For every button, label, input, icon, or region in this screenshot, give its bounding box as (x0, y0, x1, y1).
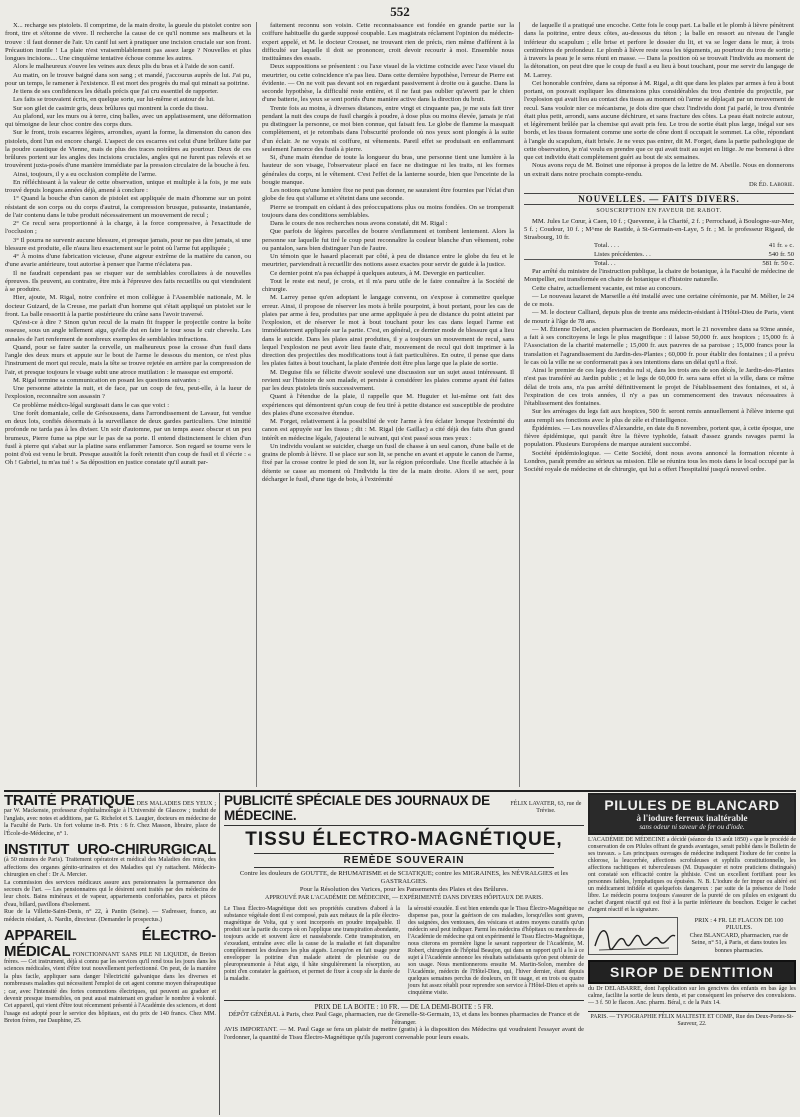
tissu-depot: DÉPÔT GÉNÉRAL à Paris, chez Paul Gage, pharmacien, rue de Grenelle-St-Germain, 13, et dans les bonnes pharmacies de France et de l'étranger. (228, 1011, 580, 1026)
paragraph: Les notions qu'une lumière fixe ne peut pas donner, ne sauraient être fournies par l'éclat d'un globe de feu qui s'allume et s'éteint dans une seconde. (262, 187, 514, 203)
paragraph: Au matin, on le trouve baigné dans son sang ; et mandé, j'accourus auprès de lui. J'ai pu, pour un temps, le ramener à l'existence. Il est mort des progrès du mal qui minait sa poitrine. (5, 71, 251, 87)
paragraph: M. Rigal termine sa communication en posant les questions suivantes : (13, 376, 200, 384)
ad-institut-text-2: La commission des services médicaux assure aux pensionnaires la permanence des secours de l'art. — Les pensionnaires qui le désirent sont traités par des médecins de leur choix. Bains minéraux et de vapeur, appartements confortables, parcs et pièces d'eau, billard, pavillons d'isolement. (4, 879, 216, 908)
paragraph: Une forêt domaniale, celle de Grésoussens, dans l'arrondissement de Lavaur, fut vendue en deux lots, confiés désormais à la surveillance de deux gardes particuliers. Une inimitié profonde ne tarda pas à les diviser. Un soir d'automne, par un temps assez obscur et un peu brumeux, Pierre fume sa pipe sur le pas de sa porte. Il entend distinctement le chien d'un fusil à pierre qui s'abat sur la platine sans enflammer l'amorce. Son regard se tourne vers le point d'où est venu le bruit. Presque aussitôt la forêt retentit d'un coup de fusil et il s'écrie : « Oh ! Gabriel, tu m'as tué ! » Sa déposition en justice constate qu'il aurait par- (5, 409, 251, 467)
column-1 (5, 22, 251, 792)
section-heading: NOUVELLES. — FAITS DIVERS. (524, 193, 794, 205)
paragraph: Nous avons reçu de M. Boinet une réponse à propos de la lettre de M. Abeille. Nous en donnerons un extrait dans notre prochain compte-rendu. (524, 162, 794, 178)
ad-appareil-text: FONCTIONNANT SANS PILE NI LIQUIDE, de Breton frères. — Cet instrument, déjà si connu par les services qu'il rend tous les jours dans les sciences médicales, vient d'être tout nouvellement perfectionné. On peut, de la manière la plus facile, appliquer sans danger l'électricité galvanique dans les diverses et nombreuses maladies qui nécessitent l'emploi de cet agent comme moyen thérapeutique ; car, avec l'intensité des fortes commotions électriques, qui peuvent au graduer et devenir presque insensibles, on peut aussi maintenant en graduer le nombre à volonté. Cet appareil, qui vient d'être tout récemment présenté à l'Académie des sciences, et dont l'usage est adopté pour le service des hôpitaux, est du prix de 140 francs. Chez MM. Breton frères, rue Dauphine, 25. (4, 951, 216, 1025)
publicite-address: FÉLIX LAVATER, 63, rue de Trévise. (510, 801, 582, 814)
paragraph: Pierre se trompait en cédant à des préoccupations plus ou moins fondées. On se tromperait toujours dans des conditions semblables. (262, 203, 514, 219)
paragraph: 2° Ce recul sera proportionné à la charge, à la force compressive, à l'exactitude de l'occlusion ; (5, 220, 251, 236)
paragraph: faitement reconnu son voisin. Cette reconnaissance est fondée en grande partie sur la coiffure habituelle du garde supposé coupable. Les magistrats réclament l'opinion du médecin-expert appelé, et M. le docteur Crouset, ne trouvant rien de précis, rien même d'afférent à la difficulté sur laquelle il doit se prononcer, croit devoir recourir à moi. Ensemble nous instituâmes des essais. (262, 22, 514, 62)
ad-appareil-heading: APPAREIL ÉLECTRO-MÉDICAL (4, 927, 216, 960)
paragraph: Si, d'une main étendue de toute la longueur du bras, une personne tient une lumière à la hauteur de son visage, l'observateur placé en face ne distingue ni les traits, ni les formes générales du corps, ni le vêtement. C'est l'effet de la lanterne sourde, bien que l'enceinte de la bougie manque. (262, 154, 514, 186)
ad-traite-heading: TRAITÉ PRATIQUE (4, 793, 135, 809)
paragraph: Cet honorable confrère, dans sa réponse à M. Rigal, a dit que dans les plaies par armes à feu à bout portant, on pouvait expliquer les dimensions plus considérables du trou d'entrée du projectile, par l'explosion qui avait lieu au contact des tissus au moment où l'arme se déplaçait par un mouvement de recul. Sans vouloir nier ce mécanisme, je dois dire que chez l'individu dont j'ai parlé, le trou d'entrée était plus petit, arrondi, sans aucune déchirure, et sans fracture des côtes. La peau était noircie autour, et légèrement brûlée par la chemise qui avait pris feu. Le trou de sortie était plus large, inégal sur ses bords, et les tissus formaient comme une sorte de cône dont il occupait le sommet. La côte, répondant à l'angle du scapulum, était brisée. Je ne veux pas entrer, dit M. Forget, dans la partie pathologique de cette observation, je n'ai voulu en prendre que ce qui avait trait au sujet en litige. Je me bornerai à dire que cet individu était complètement guéri au bout de six semaines. (524, 79, 794, 161)
subscription-heading: SOUSCRIPTION EN FAVEUR DE RABOT. (596, 208, 722, 215)
blancard-subtitle: à l'iodure ferreux inaltérable (636, 813, 748, 823)
ad-institut-text: (à 50 minutes de Paris). Traitement opératoire et médical des Maladies des reins, des affections des organes génito-urinaires et des Maladies qui s'y rattachent. Médecin-chirurgien en chef : Dr A. Mercier. (4, 857, 216, 879)
news-item: — M. le docteur Calliard, depuis plus de trente ans médecin-résidant à l'Hôtel-Dieu de Paris, vient de mourir à l'âge de 78 ans. (524, 309, 794, 325)
paragraph: Ce problème médico-légal surgissait dans le cas que voici : (13, 401, 170, 409)
news-item: Épidémies. — Les nouvelles d'Alexandrie, en date du 8 novembre, portent que, à cette époque, une fièvre épidémique, qui paraît être la fièvre typhoïde, faisait d'assez grands ravages parmi la population. Plusieurs Européens de marque auraient succombé. (524, 424, 794, 449)
ad-institut-heading: INSTITUT URO-CHIRURGICAL (4, 841, 216, 859)
paragraph: Un individu voulant se suicider, charge un fusil de chasse à un seul canon, d'une balle et de grains de plomb à lièvre. Il se place sur son lit, se penche en avant et appuie le canon de l'arme, fixé par la crosse contre le pied de son lit, sur la région précordiale. Une ficelle attachée à la détente se casse au moment où l'individu la tire de la main droite. Alors il se sert, pour décharger le fusil, d'une tige de bois, à l'extrémité (262, 442, 514, 483)
paragraph: En réfléchissant à la valeur de cette observation, unique et multiple à la fois, je me suis trouvé depuis longues années déjà, amené à conclure : (5, 178, 251, 194)
blancard-signature-image (588, 917, 678, 955)
paragraph: Sur le front, trois escarres légères, arrondies, ayant la forme, la dimension du canon des pistolets, dont l'un est encore chargé. L'aspect de ces escarres est celui d'une brûlure faite par la poudre caustique de Vienne, mais de plus des traces noirâtres au pourtour. Deux de ces brûlures portent sur les angles des incisions cruciales, angles qui ne furent pas relevés et se trouvèrent juxta-posés d'une manière immédiate par la pression circulaire de la bouche à feu. (5, 129, 251, 170)
paragraph: M. Larrey pense qu'en adoptant le langage convenu, on s'expose à commettre quelque erreur. Ainsi, il propose de réserver les mots à brûle pourpoint, à bout portant, pour les cas de plaies par arme à feu, produites par une arme appliquée à peu de distance du point atteint par l'explosion, et de réserver le mot à bout touchant pour les cas dans lequel l'arme est immédiatement appliquée sur la partie. C'est, en général, ce dernier mode de blessure qui a lieu dans le suicide. Dans les plaies ainsi produites, il y a toujours un mouvement de recul, sans lequel l'explosion ne peut avoir lieu faute d'air, mouvement de recul qui doit imprimer à la direction des projectiles des modifications tout à fait particulières. En outre, il pense que dans les plaies faites à bout touchant, la plaie d'entrée doit être plus large que la plaie de sortie. (262, 294, 514, 368)
blancard-title: PILULES DE BLANCARD (604, 797, 780, 813)
printer-imprint: PARIS. — TYPOGRAPHIE FÉLIX MALTESTE ET COMP., Rue des Deux-Portes-St-Sauveur, 22. (588, 1011, 796, 1028)
publicite-title: PUBLICITÉ SPÉCIALE DES JOURNAUX DE MÉDECINE. (224, 793, 490, 823)
blancard-price-text: PRIX : 4 FR. LE FLACON DE 100 PILULES. (694, 917, 784, 932)
blancard-address: Chez BLANCARD, pharmacien, rue de Seine, n° 51, à Paris, et dans toutes les bonnes pharmacies. (689, 931, 789, 954)
paragraph: Qu'est-ce à dire ? Sinon qu'un recul de la main fit frapper le projectile contre la boîte osseuse, sous un angle tellement aigu, qu'elle dut en faire le tour sous le cuir chevelu. Les annales de l'art renferment de nombreux exemples de semblables infractions. (5, 319, 251, 343)
total-value: 41 fr. » c. (768, 242, 794, 250)
total-label: Total. . . . (594, 242, 619, 250)
news-item: Sur les arrérages du legs fait aux hospices, 500 fr. seront remis annuellement à l'élève interne qui aura rempli ses fonctions avec le plus de zèle et d'intelligence. (524, 408, 794, 424)
news-item: Cette chaire, actuellement vacante, est mise au concours. (532, 284, 683, 292)
ads-right-column (588, 793, 796, 1115)
sirop-banner: SIROP DE DENTITION (588, 960, 796, 984)
paragraph: de laquelle il a pratiqué une encoche. Cette fois le coup part. La balle et le plomb à lièvre pénètrent dans la poitrine, entre deux côtes, au-dessous du téton ; la balle en ressort au niveau de l'angle inférieur du scapulum ; elle brise et perfore le dossier du lit, et va se loger dans le mur, à trois centimètres de profondeur. Le plomb à lièvre reste sous les téguments, au pourtour du trou de sortie ; à travers la peau je le sens réuni en masse. — Dans la position où se trouvait l'individu au moment de la détonation, on peut dire que le coup de fusil a eu lieu à bout touchant, pour me servir du langage de M. Larrey. (524, 22, 794, 79)
tissu-body-right: la sérosité exsudée. Il est bien entendu que le Tissu Électro-Magnétique ne dispense pas, pour la guérison de ces maladies, lorsqu'elles sont graves, des saignées, des ventouses, des vésicans et autres moyens curatifs qu'un médecin seul peut indiquer. Parmi les médecins d'hôpitaux ou membres de l'Académie de médecine qui ont expérimenté le Tissu Électro-Magnétique, nous citerons en première ligne le savant rapporteur de l'Académie, M. Robert, chirurgien de l'hôpital Beaujon, qui dans un rapport qu'il a lu à ce sujet à l'Académie annonce les résultats satisfaisants qu'on peut obtenir de son usage. Nous mentionnerons ensuite M. Martin-Solon, membre de l'Académie, médecin de l'Hôtel-Dieu, qui, l'hiver dernier, étant depuis quelques semaines perclus de douleurs, en fit usage, et en trois ou quatre jours fut assez rétabli pour reprendre son service à l'Hôtel-Dieu et après sa cinquième visite. (408, 906, 584, 996)
paragraph: Hier, ajoute, M. Rigal, notre confrère et mon collègue à l'Assemblée nationale, M. le docteur Guizard, de la Creuse, me parlait d'un homme qui s'était appliqué un pistolet sur le front. La balle ressortit à la partie postérieure du crâne sans l'avoir traversé. (5, 294, 251, 318)
tissu-important: AVIS IMPORTANT. — M. Paul Gage se fera un plaisir de mettre (gratis) à la disposition des Médecins qui voudraient l'essayer avant de l'ordonner, la quantité de Tissu Électro-Magnétique qu'ils jugeront convenable pour leurs essais. (224, 1026, 584, 1041)
paragraph: Quand, pour se faire sauter la cervelle, un malheureux pose la crosse d'un fusil dans l'angle des deux murs et appuie sur le bout de l'arme le dessous du menton, ce n'est plus l'instrument de mort qui recule, mais la tête se trouve rejetée en arrière par la compression de l'air, et presque toujours le visage subit une atroce mutilation : le massque est emporté. (5, 343, 251, 376)
column-3 (524, 22, 794, 792)
news-item: Société épidémiologique. — Cette Société, dont nous avons annoncé la formation récente à Londres, paraît prendre au sérieux sa mission. Elle se réunira tous les mois dans le local occupé par la Société royale de médecine et de chirurgie, qui lui a offert l'hospitalité jusqu'à nouvel ordre. (524, 449, 794, 473)
grand-total-value: 581 fr. 50 c. (762, 259, 794, 267)
total-row (524, 242, 794, 250)
tissu-title: TISSU ÉLECTRO-MAGNÉTIQUE, (245, 829, 563, 850)
tissu-body-left: Le Tissu Électro-Magnétique doit ses propriétés curatives d'abord à la substance végétale dont il est composé, puis aux métaux de la pile électro-magnétique de Volta, qui y sont incorporés en poudre impalpable. Il produit sur la partie du corps où on l'applique une transpiration abondante, toujours acide et souvent âcre et nauséabonde. Cette transpiration, en s'exsudant, entraîne avec elle la cause de la maladie et fait disparaître complètement les douleurs les plus aiguës. Lorsqu'on en fait usage pour envelopper la poitrine d'un malade atteint de pleurésie ou de pleuropneumonie à l'état aigu, il hâte singulièrement la résorption, au point d'en constater la guérison, et permet de fixer à coup sûr la durée de la maladie. (224, 906, 400, 982)
column-divider (519, 22, 520, 787)
tissu-line-2: Pour la Résolution des Varices, pour les Pansements des Plaies et des Brûlures. (299, 886, 509, 893)
ads-divider (4, 790, 796, 792)
paragraph: Au plafond, sur les murs ou à terre, cinq balles, avec un applatissement, une déformation qui témoigne de leur choc contre des corps durs. (5, 112, 251, 128)
paragraph: Quant à l'étendue de la plaie, il rappelle que M. Huguier et lui-même ont fait des expériences qui démontrent qu'un coup de feu tiré à petite distance est susceptible de produire des plaies d'une excessive étendue. (262, 393, 514, 417)
publicite-header (224, 793, 584, 826)
paragraph: Sur son gilet de casimir gris, deux brûlures qui montrent la corde du tissu. (13, 104, 209, 112)
ads-left-column (4, 793, 220, 1115)
tissu-line-3: APPROUVÉ PAR L'ACADÉMIE DE MÉDECINE, — EXPÉRIMENTÉ DANS DIVERS HÔPITAUX DE PARIS. (264, 895, 543, 901)
paragraph: 4° À moins d'une fabrication vicieuse, d'une aigreur extrême de la matière du canon, ou d'une avarie antérieure, tout autorise à penser que l'arme n'éclatera pas. (5, 253, 251, 269)
author-signature: Dr Éd. Laborie. (749, 180, 794, 188)
tissu-price: PRIX DE LA BOITE : 10 FR. — DE LA DEMI-BOITE : 5 FR. (224, 1000, 584, 1011)
ads-center-column (224, 793, 584, 1115)
paragraph: Les faits se trouvaient écrits, en quelque sorte, sur lui-même et autour de lui. (13, 96, 215, 104)
paragraph: 3° Il pourra ne survenir aucune blessure, et presque jamais, pour ne pas dire jamais, si une blessure est produite, elle n'aura lieu exactement sur le point où l'arme fut appliquée ; (5, 236, 251, 252)
subscription-list: MM. Jules Le Cœur, à Caen, 10 f. ; Quevenne, à la Charité, 2 f. ; Perrochaud, à Boulogne-sur-Mer, 5 f. ; Coudour, 10 f. ; M^me de Rastide, à St-Germain-en-Laye, 5 fr. ; M. le professeur Rigaud, de Strasbourg, 10 fr. (524, 217, 794, 241)
blancard-price (682, 917, 796, 955)
column-divider (256, 22, 257, 787)
ad-traite (4, 793, 216, 838)
paragraph: Trente fois au moins, à diverses distances, entre vingt et cinquante pas, je me suis fait tirer pendant la nuit des coups de fusil chargés à poudre, à dose plus ou moins élevée, jamais je n'ai pu distinguer la personne, ce moi bien connue, qui faisait feu. Le globe de flamme la masquait complètement, et je retombais dans l'obscurité profonde où nos yeux sont plongés à la suite d'un éclair. Je ne voyais ni coiffure, ni vêtements. Pareil effet se produisait en enflammant seulement l'amorce des fusils à pierre. (262, 104, 514, 153)
ad-institut (4, 842, 216, 924)
grand-total-label: Total. . . (594, 259, 616, 267)
paragraph: Une personne atteinte la nuit, et de face, par un coup de feu, peut-elle, à la lueur de l'explosion, reconnaître son assassin ? (5, 385, 251, 401)
page-number: 552 (390, 4, 410, 19)
blancard-text: L'ACADÉMIE DE MÉDECINE a décidé (séance du 13 août 1850) « que le procédé de conservation de ces Pilules offrant de grands avantages, serait publié dans le Bulletin de ses travaux. » Les principaux ouvrages de médecine indiquent l'iodure de fer contre la chlorose, la leucorrhée, affections scrofuleuses et syphilis constitutionnelle, les affections rachitiques et tuberculeuses (M. Dupasquier et notre praticiens distingués) ont constaté son efficacité contre la phthisie. C'est un excellent fortifiant pour les personnes faibles, lymphatiques ou épuisées. N. B. L'iodure de fer impur ou altéré est un médicament infidèle et quelquefois dangereux : par suite de la présence de l'iode libre. Le médecin pourra toujours s'assurer de la pureté de ces pilules en exigeant du cachet d'argent réactif qui est fixé à la partie inférieure du bouchon. Exiger le cachet d'argent réactif et la signature. (588, 837, 796, 913)
paragraph: Ainsi, toujours, il y a eu occlusion complète de l'arme. (13, 170, 157, 178)
column-2 (262, 22, 514, 792)
tissu-line-1: Contre les douleurs de GOUTTE, de RHUMATISME et de SCIATIQUE; contre les MIGRAINES, les NÉVRALGIES et les GASTRALGIES. (239, 870, 569, 885)
paragraph: Tout le reste est neuf, je crois, et il m'a paru utile de le faire connaître à la Société de chirurgie. (262, 277, 514, 293)
sirop-text: du Dr DELABARRE, dont l'application sur les gencives des enfants en bas âge les calme, facilite la sortie de leurs dents, et par conséquent les préserve des convulsions. — 3 f. 50 le flacon. Anc. pharm. Béral, r. de la Paix 14. (588, 986, 796, 1007)
ad-traite-text: DES MALADIES DES YEUX ; par W. Mackensie, professeur d'ophthalmologie à l'Université de Glascow ; traduit de l'anglais, avec notes et additions, par G. Richelot et S. Laugier, docteurs en médecine de la Faculté de Paris. Un fort volume in-8. Prix : 6 fr. Chez Masson, libraire, place de l'École-de-Médecine, n° 1. (4, 801, 216, 837)
news-item: Par arrêté du ministre de l'instruction publique, la chaire de botanique, à la Faculté de médecine de Montpellier, est transformée en chaire de botanique et d'histoire naturelle. (524, 268, 794, 284)
news-item: — M. Étienne Delort, ancien pharmacien de Bordeaux, mort le 21 novembre dans sa 93me année, a fait à ses concitoyens le legs le plus magnifique : il laisse 50,000 fr. aux hospices ; 15,000 fr. à l'Association de la charité maternelle ; 15,000 fr. aux pauvres de sa paroisse ; 15,000 francs pour la translation et l'agrandissement du Jardin-des-Plantes ; 60,000 fr. pour établir des fontaines ; il a prévu le cas où la ville ne se conformerait pas à ses intentions dans un délai qu'il a fixé. (524, 325, 794, 366)
blancard-banner (588, 793, 796, 835)
paragraph: Dans le cours de nos recherches nous avons constaté, dit M. Rigal : (270, 220, 448, 227)
previous-row (524, 251, 794, 259)
news-item: Ainsi le premier de ces legs deviendra nul si, dans les trois ans de son décès, le Jardin-des-Plantes n'est pas transféré au Jardin public ; et le legs de 60,000 fr. sera sans effet si la ville, dans ce même délai de trois ans, n'a pas arrêté définitivement le projet de l'établissement des fontaines, et si, à l'expiration de ces trois années, il n'y a pas un commencement des travaux nécessaires à l'établissement des fontaines. (524, 367, 794, 407)
ad-institut-text-3: Rue de la Villette-Saint-Denis, n° 22, à Pantin (Seine). — S'adresser, franco, au médecin résidant, A. Nardin, directeur. (Demander le prospectus.) (4, 909, 216, 923)
previous-value: 540 fr. 50 (768, 250, 794, 258)
ad-appareil (4, 928, 216, 1025)
paragraph: M. Deguise fils se félicite d'avoir soulevé une discussion sur un sujet aussi intéressant. Il revient sur l'histoire de son malade, et persiste à considérer les plaies comme ayant été faites par les deux pistolets tirés successivement. (262, 368, 514, 392)
paragraph: X... recharge ses pistolets. Il comprime, de la main droite, la gueule du pistolet contre son front, tire et s'étonne de vivre. Il recherche la cause de ce qu'il nomme ses malheurs et la trouve : il faut donner de l'air. Un canif lui sert à pratiquer une incision cruciale sur son front. Précaution inutile ! La plaie n'est vraisemblablement pas assez large ? Nouvelles et plus longues incisions.... Une cinquième tentative échoue comme les autres. (5, 22, 251, 62)
previous-label: Listes précédentes. . . (594, 250, 651, 258)
signature-icon (589, 918, 679, 956)
paragraph: Il ne faudrait cependant pas se risquer sur de semblables corollaires à de nouvelles épreuves. Ils peuvent, au contraire, être mis à l'épreuve des faits recueillis ou qui viendraient à se produire. (5, 269, 251, 293)
grand-total-row (524, 259, 794, 268)
news-item: — Le nouveau lazaret de Marseille a été installé avec une certaine cérémonie, par M. Mélier, le 24 de ce mois. (524, 292, 794, 308)
paragraph: M. Forget, relativement à la possibilité de voir l'arme à feu éclater lorsque l'extrémité du canon est appuyée sur les tissus ; dit : M. Rigal (de Gaillac) a cité déjà des faits d'un grand intérêt en médecine légale, j'ajouterai le suivant, qui s'est passé sous mes yeux : (262, 418, 514, 442)
paragraph: Je tiens de ses confidences les détails précis que j'ai cru essentiel de rapporter. (13, 88, 219, 95)
blancard-price-block (588, 917, 796, 955)
paragraph: Deux suppositions se présentent : ou l'axe visuel de la victime coïncide avec l'axe visuel du meurtrier, ou cette coïncidence n'a pas lieu. Dans cette dernière hypothèse, l'erreur de Pierre est évidente. — On ne voit pas devant soi en regardant passivement à droite ou à gauche. Dans la seconde hypothèse, la difficulté reste entière, et il ne faut pas oublier qu'averti par le chien d'une batterie, les yeux se sont portés d'une manière active dans la direction du bruit. (262, 63, 514, 104)
paragraph: 1° Quand la bouche d'un canon de pistolet est appliquée de main d'homme sur un point résistant de son corps ou du corps d'autrui, la compression brusque, puissante, instantanée, de l'air contenu dans le tube produit nécessairement un mouvement de recul ; (5, 195, 251, 219)
remede-banner: REMÈDE SOUVERAIN (254, 853, 554, 868)
paragraph: Un témoin que le hasard placerait par côté, à peu de distance entre le globe du feu et le meurtrier, parviendrait à recueillir des notions assez exactes pour servir de guide à la justice. (262, 253, 514, 269)
tissu-body (224, 906, 584, 997)
paragraph: Que parfois de légères parcelles de bourre s'enflamment et tombent lentement. Alors la personne sur laquelle fut tiré le coup peut reconnaître la couleur blanche d'un vêtement, robe ou pantalon, sans bien distinguer l'un de l'autre. (262, 228, 514, 252)
paragraph: Alors le malheureux s'ouvre les veines aux deux plis du bras et à l'aide de son canif. (13, 63, 235, 71)
paragraph: Ce dernier point n'a pas échappé à quelques auteurs, à M. Devergie en particulier. (270, 269, 485, 277)
blancard-tagline: sans odeur ni saveur de fer ou d'iode. (639, 823, 745, 831)
